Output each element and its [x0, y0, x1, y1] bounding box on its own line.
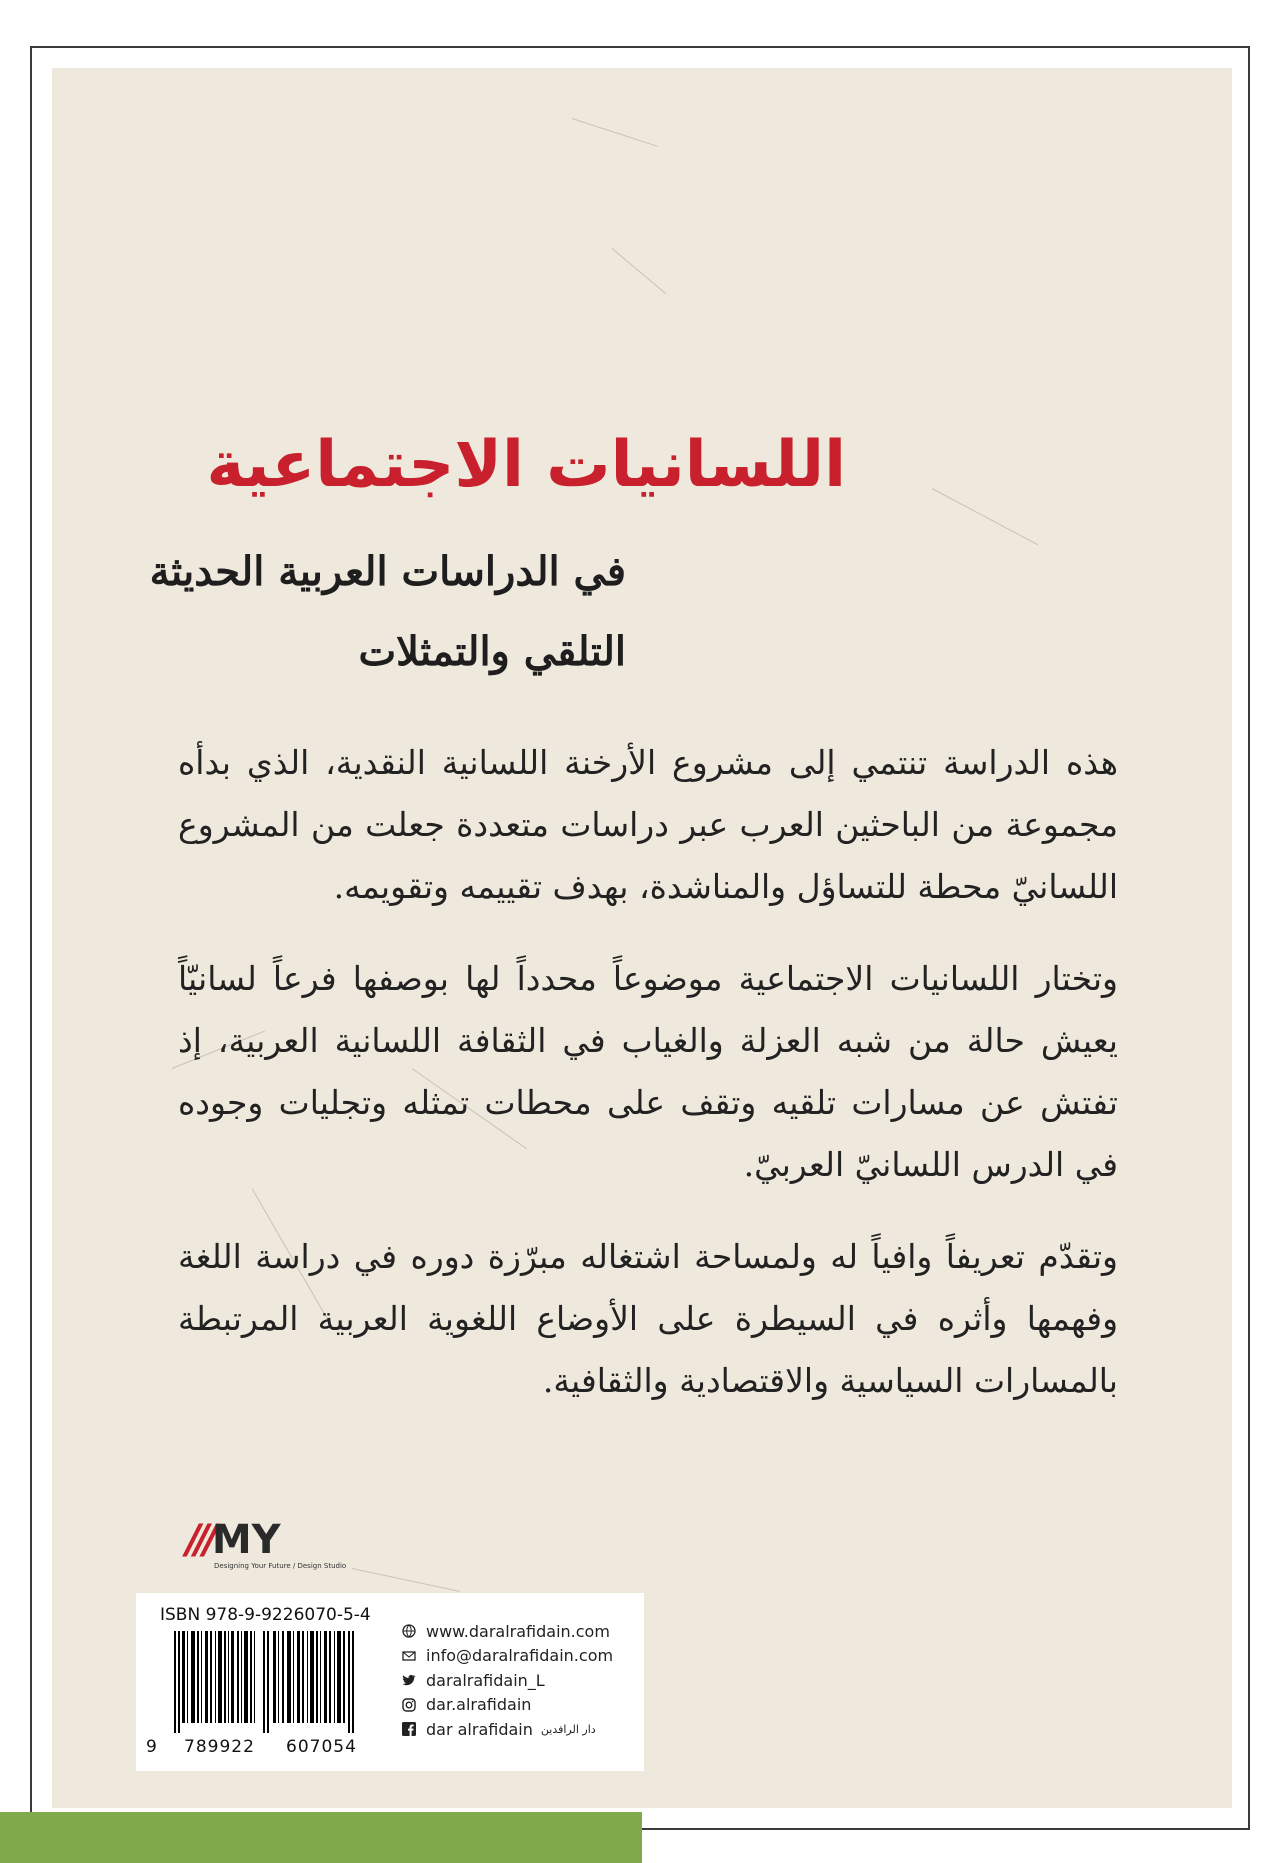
contact-instagram: [402, 1693, 642, 1718]
email-address: info@daralrafidain.com: [426, 1646, 614, 1666]
website-url: www.daralrafidain.com: [426, 1621, 610, 1641]
barcode-digits-right: 607054: [286, 1737, 357, 1757]
publisher-name-arabic: دار الرافدين: [540, 1722, 596, 1736]
twitter-handle: daralrafidain_L: [426, 1670, 545, 1690]
barcode-icon: [160, 1631, 372, 1733]
barcode-digit-lead: 9: [146, 1737, 157, 1757]
blurb-paragraph-3: وتقدّم تعريفاً وافياً له ولمساحة اشتغاله مبرّزة دوره في دراسة اللغة وفهمها وأثره في السيطرة على الأوضاع اللغوية العربية المرتبطة بالمسارات السياسية والاقتصادية والثقافية.: [178, 1237, 1118, 1400]
twitter-icon: [402, 1673, 416, 1687]
design-studio-logo: [186, 1517, 347, 1574]
mail-icon: [402, 1649, 416, 1663]
studio-tagline: Designing Your Future / Design Studio: [214, 1562, 347, 1570]
contact-facebook: [402, 1717, 642, 1742]
studio-logo-mark: ///MY: [186, 1517, 281, 1563]
book-subtitle-secondary: التلقي والتمثلات: [358, 628, 626, 675]
barcode-panel: [136, 1593, 644, 1771]
blurb-paragraph-1: هذه الدراسة تنتمي إلى مشروع الأرخنة اللسانية النقدية، الذي بدأه مجموعة من الباحثين العرب عبر دراسات متعددة جعلت من المشروع اللسانيّ محطة للتساؤل والمناشدة، بهدف تقييمه وتقويمه.: [178, 743, 1118, 906]
book-title: اللسانيات الاجتماعية: [206, 428, 846, 502]
blurb-paragraph-2: وتختار اللسانيات الاجتماعية موضوعاً محدداً لها بوصفها فرعاً لسانيّاً يعيش حالة من شبه العزلة والغياب في الثقافة اللسانية العربية، إذ تفتش عن مسارات تلقيه وتقف على محطات تمثله وتجليات وجوده في الدرس اللسانيّ العربيّ.: [178, 959, 1118, 1184]
facebook-page: dar alrafidain: [426, 1719, 533, 1739]
contact-website: [402, 1619, 642, 1644]
globe-icon: [402, 1624, 416, 1638]
book-subtitle: في الدراسات العربية الحديثة: [149, 548, 626, 595]
barcode-digits-left: 789922: [184, 1737, 255, 1757]
green-bottom-strip: [0, 1812, 642, 1863]
isbn-number: ISBN 978-9-9226070-5-4: [160, 1605, 371, 1625]
contact-twitter: [402, 1668, 642, 1693]
facebook-icon: [402, 1722, 416, 1736]
publisher-contacts: [402, 1619, 642, 1742]
instagram-icon: [402, 1698, 416, 1712]
contact-email: [402, 1644, 642, 1669]
instagram-handle: dar.alrafidain: [426, 1695, 532, 1715]
